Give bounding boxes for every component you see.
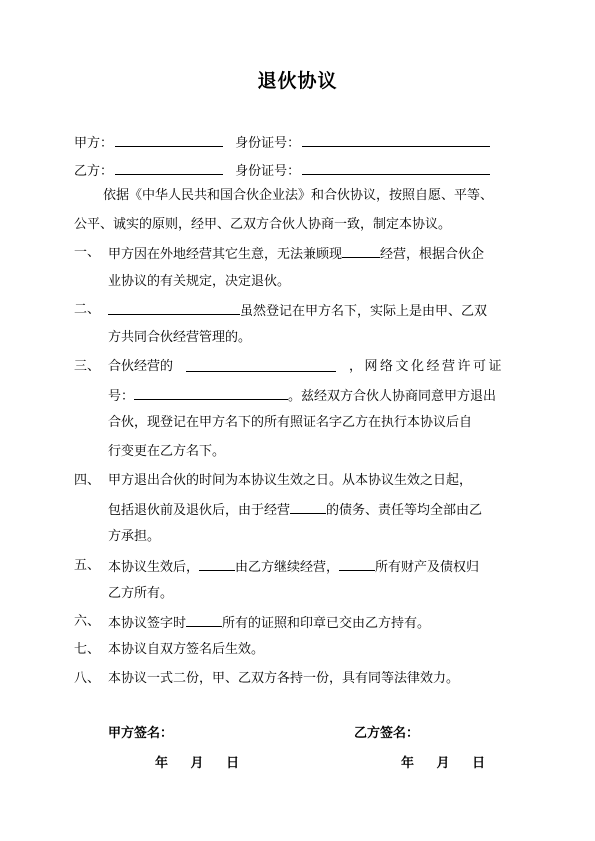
clause-1-line-2: 业协议的有关规定，决定退伙。	[108, 274, 291, 289]
party-a-signature-label: 甲方签名：	[108, 726, 174, 741]
clause-text: 由乙方继续经营，	[235, 560, 340, 575]
party-b-row	[74, 162, 490, 180]
party-b-id-label: 身份证号：	[235, 164, 301, 179]
fill-blank[interactable]	[342, 245, 380, 258]
fill-blank[interactable]	[199, 558, 235, 571]
clause-text: 的债务、责任等均全部由乙	[326, 503, 483, 518]
party-a-id-blank[interactable]	[302, 134, 490, 147]
clause-text: 甲方因在外地经营其它生意，无法兼顾现	[108, 247, 343, 262]
party-a-row	[74, 134, 490, 152]
party-a-name-blank[interactable]	[115, 134, 223, 147]
clause-text: 包括退伙前及退伙后，由于经营	[108, 503, 291, 518]
clause-4-line-1: 甲方退出合伙的时间为本协议生效之日。从本协议生效之日起，	[108, 473, 473, 488]
clause-5-line-2: 乙方所有。	[108, 586, 174, 601]
fill-blank[interactable]	[186, 614, 222, 627]
clause-6-line-1	[108, 614, 430, 632]
fill-blank[interactable]	[186, 359, 336, 372]
clause-text: ，网络文化经营许可证	[348, 359, 504, 374]
clause-text: 所有财产及债权归	[375, 560, 480, 575]
clause-5-line-1	[108, 558, 479, 576]
date-month: 月	[190, 756, 204, 771]
date-year: 年	[155, 756, 169, 771]
fill-blank[interactable]	[339, 558, 375, 571]
clause-number: 六、	[74, 614, 101, 629]
clause-4-line-3: 方承担。	[108, 529, 161, 544]
clause-number: 三、	[74, 359, 101, 374]
clause-text: 本协议签字时	[108, 616, 187, 631]
clause-3-line-4: 行变更在乙方名下。	[108, 444, 226, 459]
clause-number: 二、	[74, 302, 101, 317]
party-b-label: 乙方：	[74, 164, 114, 179]
clause-4-line-2	[108, 501, 482, 519]
clause-3-line-2	[108, 387, 496, 405]
party-b-date	[401, 752, 485, 771]
clause-2-line-1	[108, 302, 487, 320]
page-title: 退伙协议	[257, 70, 338, 92]
party-b-name-blank[interactable]	[115, 162, 223, 175]
date-day: 日	[226, 756, 240, 771]
clause-text: 本协议生效后，	[108, 560, 200, 575]
intro-line-2: 公平、诚实的原则，经甲、乙双方合伙人协商一致，制定本协议。	[74, 217, 452, 232]
party-a-label: 甲方：	[74, 136, 114, 151]
clause-text: 。兹经双方合伙人协商同意甲方退出	[288, 389, 497, 404]
clause-8-line-1: 本协议一式二份，甲、乙双方各持一份，具有同等法律效力。	[108, 671, 460, 686]
clause-text: 合伙经营的	[108, 359, 174, 374]
party-a-id-label: 身份证号：	[235, 136, 301, 151]
party-b-signature-label: 乙方签名：	[354, 726, 420, 741]
clause-number: 五、	[74, 558, 101, 573]
intro-line-1: 依据《中华人民共和国合伙企业法》和合伙协议，按照自愿、平等、	[103, 188, 494, 203]
clause-number: 一、	[74, 245, 101, 260]
clause-2-line-2: 方共同合伙经营管理的。	[108, 330, 252, 345]
fill-blank[interactable]	[290, 501, 326, 514]
date-month: 月	[436, 756, 450, 771]
date-day: 日	[472, 756, 486, 771]
clause-7-line-1: 本协议自双方签名后生效。	[108, 642, 265, 657]
clause-text: 号：	[108, 389, 135, 404]
party-a-date	[155, 752, 239, 771]
clause-1-line-1	[108, 245, 484, 263]
party-b-id-blank[interactable]	[302, 162, 490, 175]
fill-blank[interactable]	[134, 387, 288, 400]
clause-3-line-3: 合伙，现登记在甲方名下的所有照证名字乙方在执行本协议后自	[108, 415, 473, 430]
clause-number: 七、	[74, 642, 101, 657]
clause-text: 虽然登记在甲方名下，实际上是由甲、乙双	[240, 304, 488, 319]
fill-blank[interactable]	[108, 302, 240, 315]
clause-number: 四、	[74, 473, 101, 488]
date-year: 年	[401, 756, 415, 771]
clause-text: 经营，根据合伙企	[380, 247, 485, 262]
clause-3-line-1	[108, 359, 504, 375]
clause-text: 所有的证照和印章已交由乙方持有。	[222, 616, 431, 631]
clause-number: 八、	[74, 671, 101, 686]
